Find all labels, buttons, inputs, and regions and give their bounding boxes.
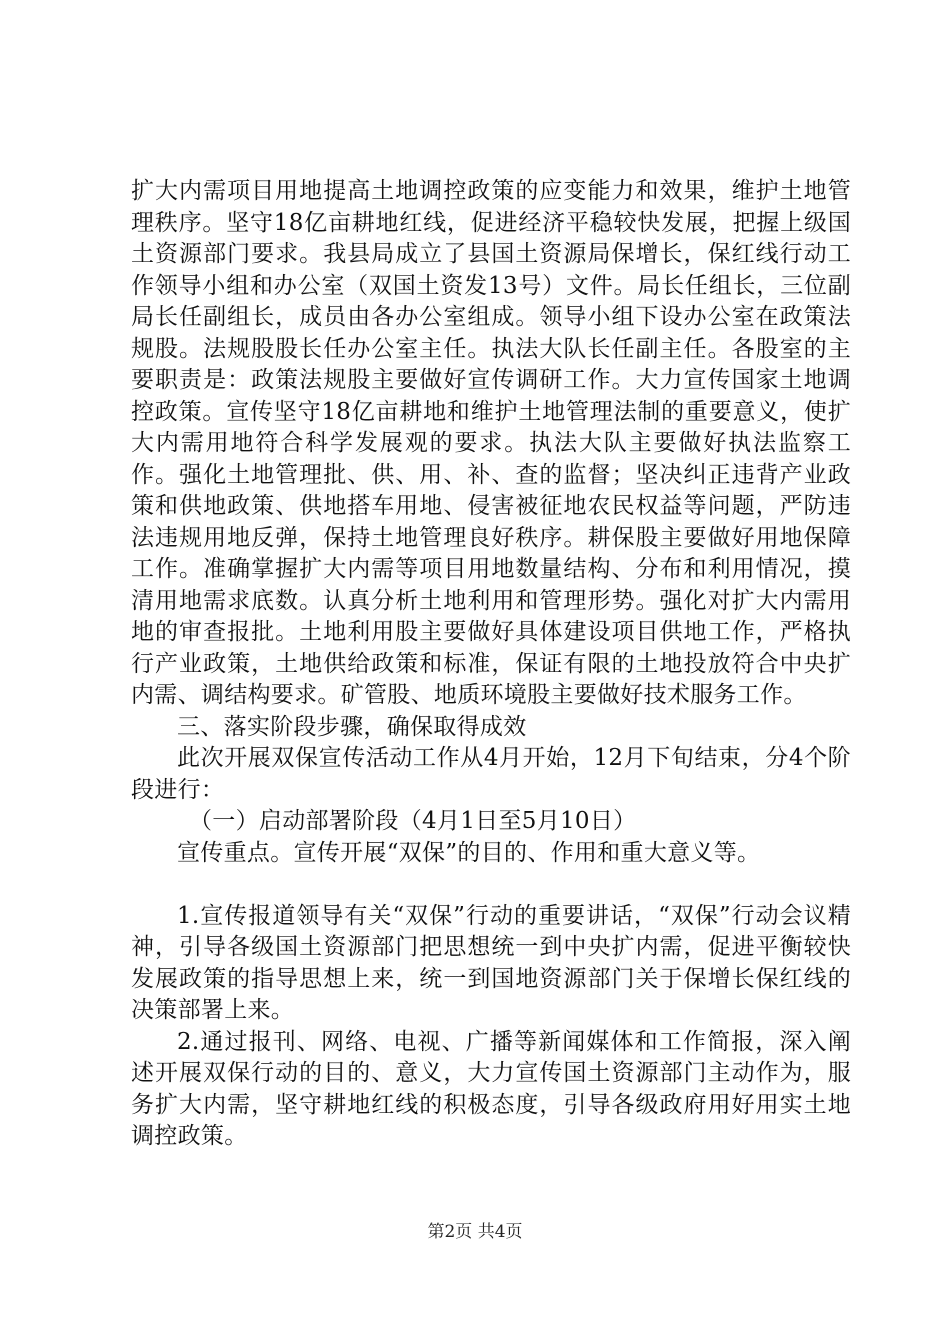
paragraph-land-management-duties: 扩大内需项目用地提高土地调控政策的应变能力和效果，维护土地管理秩序。坚守18亿亩耕地红线，促进经济平稳较快发展，把握上级国土资源部门要求。我县局成立了县国土资源局保增长，保红线行动工作领导小组和办公室（双国土资发13号）文件。局长任组长，三位副局长任副组长，成员由各办公室组成。领导小组下设办公室在政策法规股。法规股股长任办公室主任。执法大队长任副主任。各股室的主要职责是：政策法规股主要做好宣传调研工作。大力宣传国家土地调控政策。宣传坚守18亿亩耕地和维护土地管理法制的重要意义，使扩大内需用地符合科学发展观的要求。执法大队主要做好执法监察工作。强化土地管理批、供、用、补、查的监督；坚决纠正违背产业政策和供地政策、供地搭车用地、侵害被征地农民权益等问题，严防违法违规用地反弹，保持土地管理良好秩序。耕保股主要做好用地保障工作。准确掌握扩大内需等项目用地数量结构、分布和利用情况，摸清用地需求底数。认真分析土地利用和管理形势。强化对扩大内需用地的审查报批。土地利用股主要做好具体建设项目供地工作，严格执行产业政策，土地供给政策和标准，保证有限的土地投放符合中央扩内需、调结构要求。矿管股、地质环境股主要做好技术服务工作。 <box>131 178 851 708</box>
paragraph-publicity-focus: 宣传重点。宣传开展“双保”的目的、作用和重大意义等。 <box>177 839 761 866</box>
paragraph-spacer <box>131 869 851 901</box>
page-number-footer: 第2页 共4页 <box>427 1222 523 1242</box>
subsection-heading-launch-phase: （一）启动部署阶段（4月1日至5月10日） <box>189 808 637 834</box>
list-item-2-media-coverage: 2.通过报刊、网络、电视、广播等新闻媒体和工作简报，深入阐述开展双保行动的目的、意义，大力宣传国土资源部门主动作为，服务扩大内需，坚守耕地红线的积极态度，引导各级政府用好用实土地调控政策。 <box>131 1028 851 1149</box>
section-heading-implementation-stages: 三、落实阶段步骤，确保取得成效 <box>177 713 527 740</box>
document-body <box>131 176 851 1153</box>
list-item-1-leadership-speeches: 1.宣传报道领导有关“双保”行动的重要讲话，“双保”行动会议精神，引导各级国土资源部门把思想统一到中央扩内需，促进平衡较快发展政策的指导思想上来，统一到国地资源部门关于保增长保红线的决策部署上来。 <box>131 902 851 1023</box>
paragraph-campaign-schedule: 此次开展双保宣传活动工作从4月开始，12月下旬结束，分4个阶段进行： <box>131 745 851 803</box>
